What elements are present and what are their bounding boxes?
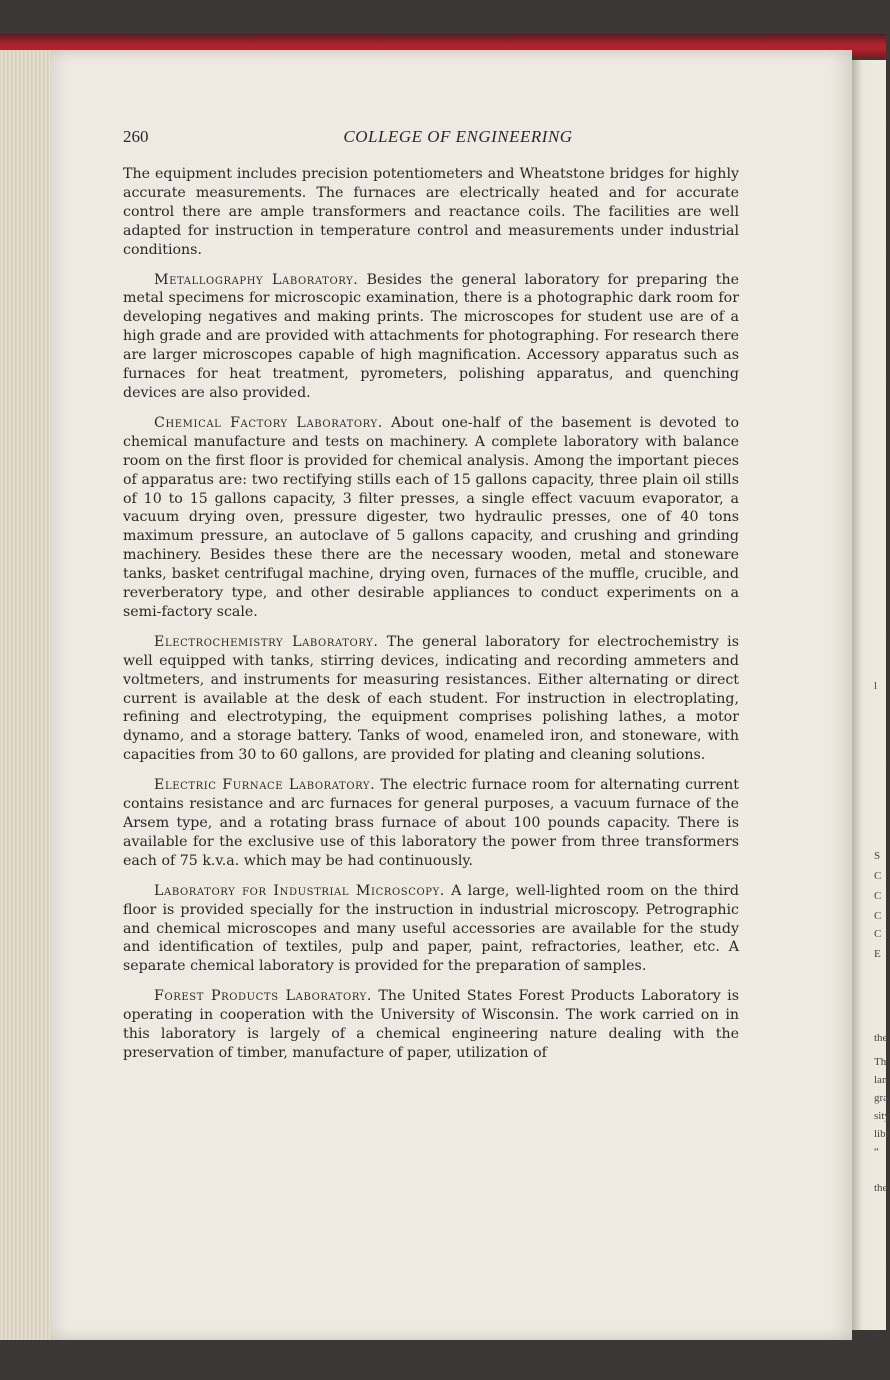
adjacent-page-fragment: C [874, 890, 882, 902]
paragraph-intro [123, 165, 739, 260]
adjacent-page-fragment: E [874, 948, 881, 960]
adjacent-page-fragment: “ [874, 1146, 879, 1158]
page-block-edges [0, 50, 52, 1340]
adjacent-page-edge [852, 60, 890, 1330]
paragraph-text: The electric furnace room for alternating current contains resistance and arc furnaces for general purposes, a vacuum furnace of the Arsem type, and a rotating brass furnace of about 100 pounds capacity. There is available for the exclusive use of this laboratory the power from three transformers each of 75 k.v.a. which may be had continuously. [123, 777, 739, 869]
adjacent-page-fragment: sity [874, 1110, 890, 1122]
adjacent-page-fragment: gra [874, 1092, 889, 1104]
section-heading: Electric Furnace Laboratory. [154, 777, 376, 794]
paragraph-text: A large, well-lighted room on the third floor is provided specially for the instruction in industrial microscopy. Petrographic and chemical microscopes and many useful accessories are available for the study and identification of textiles, pulp and paper, paint, refractories, leather, etc. A separate chemical laboratory is provided for the preparation of samples. [123, 882, 739, 975]
page-body [123, 165, 739, 1063]
paragraph-text: About one-half of the basement is devoted to chemical manufacture and tests on machinery. A complete laboratory with balance room on the first floor is provided for chemical analysis. Among the important pieces of apparatus are: two rectifying stills each of 15 gallons capacity, three plain oil stills of 10 to 15 gallons capacity, 3 filter presses, a single effect vacuum evaporator, a vacuum drying oven, pressure digester, two hydraulic presses, one of 40 tons maximum pressure, an autoclave of 5 gallons capacity, and crushing and grinding machinery. Besides these there are the necessary wooden, metal and stoneware tanks, basket centrifugal machine, drying oven, furnaces of the muffle, crucible, and reverberatory type, and other desirable appliances to conduct experiments on a semi-factory scale. [123, 414, 739, 620]
paragraph-industrial-microscopy [123, 882, 739, 977]
adjacent-page-fragment: C [874, 910, 882, 922]
adjacent-page-fragment: libr [874, 1128, 890, 1140]
paragraph-forest-products [123, 987, 739, 1063]
adjacent-page-fragment: C [874, 870, 882, 882]
paragraph-metallography [123, 271, 739, 403]
paragraph-chemical-factory [123, 414, 739, 622]
section-heading: Chemical Factory Laboratory. [154, 414, 383, 431]
paragraph-text: The United States Forest Products Laboratory is operating in cooperation with the University of Wisconsin. The work carried on in this laboratory is largely of a chemical engineering nature dealing with the preservation of timber, manufacture of paper, utilization of [123, 988, 740, 1061]
section-heading: Electrochemistry Laboratory. [154, 633, 379, 650]
section-heading: Laboratory for Industrial Microscopy. [154, 882, 445, 899]
adjacent-page-fragment: the [874, 1032, 888, 1044]
adjacent-page-fragment: lan [874, 1074, 888, 1086]
adjacent-page-fragment: Th [874, 1056, 887, 1068]
section-heading: Forest Products Laboratory. [154, 988, 372, 1005]
paragraph-text: The equipment includes precision potentiometers and Wheatstone bridges for highly accurate measurements. The furnaces are electrically heated and for accurate control there are ample transformers and reactance coils. The facilities are well adapted for instruction in temperature control and measurements under industrial conditions. [123, 166, 739, 258]
adjacent-page-fragment: C [874, 928, 882, 940]
paragraph-electric-furnace [123, 776, 739, 871]
running-head: COLLEGE OF ENGINEERING [343, 127, 573, 146]
paragraph-electrochemistry [123, 633, 739, 765]
paragraph-text: The general laboratory for electrochemistry is well equipped with tanks, stirring devices, indicating and recording ammeters and voltmeters, and instruments for measuring resistances. Either alternating or direct current is available at the desk of each student. For instruction in electroplating, refining and electrotyping, the equipment comprises polishing lathes, a motor dynamo, and a storage battery. Tanks of wood, enameled iron, and stoneware, with capacities from 30 to 60 gallons, are provided for plating and cleaning solutions. [123, 633, 739, 764]
adjacent-page-fragment: the [874, 1182, 888, 1194]
paragraph-text: Besides the general laboratory for preparing the metal specimens for microscopic examination, there is a photographic dark room for developing negatives and making prints. The microscopes for student use are of a high grade and are provided with attachments for photographing. For research there are larger microscopes capable of high magnification. Accessory apparatus such as furnaces for heat treatment, pyrometers, polishing apparatus, and quenching devices are also provided. [123, 271, 740, 401]
adjacent-page-fragment: S [874, 850, 881, 862]
section-heading: Metallography Laboratory. [154, 271, 359, 288]
adjacent-page-fragment: l [874, 680, 878, 692]
page-number: 260 [123, 127, 149, 146]
page-header [123, 127, 793, 149]
